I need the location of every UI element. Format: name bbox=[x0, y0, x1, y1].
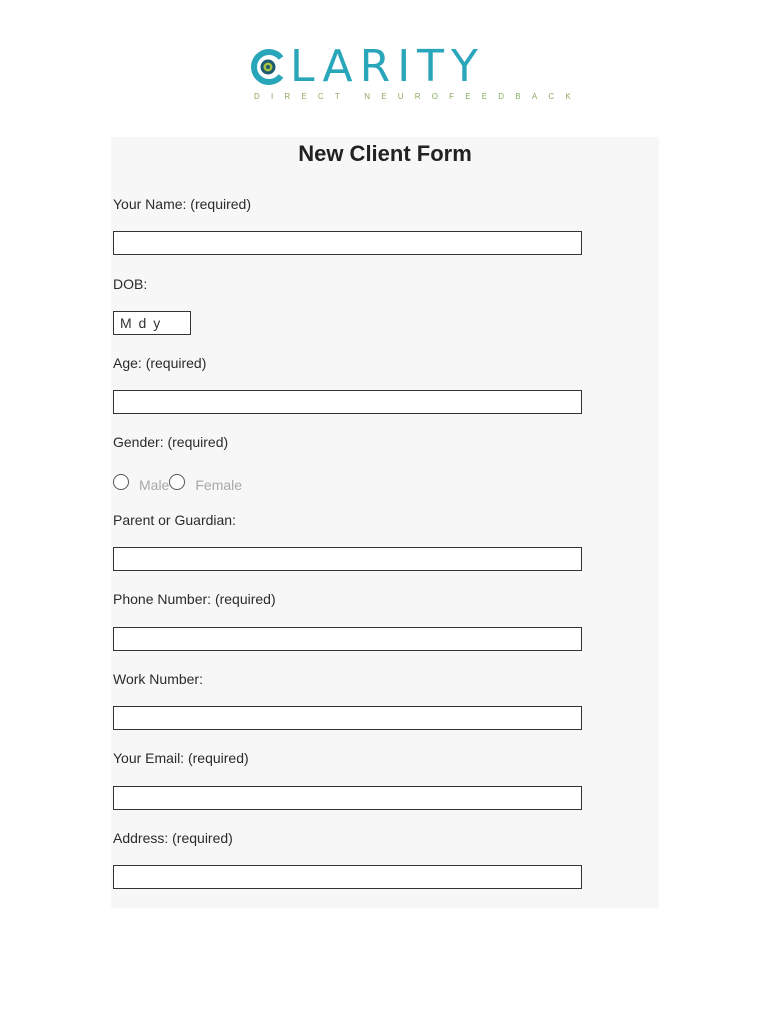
gender-male-radio[interactable] bbox=[113, 474, 129, 490]
email-input[interactable] bbox=[113, 786, 582, 810]
guardian-label: Parent or Guardian: bbox=[113, 512, 236, 528]
logo-tagline: DIRECT NEUROFEEDBACK bbox=[254, 92, 582, 101]
gender-female-label[interactable]: Female bbox=[195, 477, 243, 493]
work-input[interactable] bbox=[113, 706, 582, 730]
guardian-input[interactable] bbox=[113, 547, 582, 571]
clarity-logo bbox=[250, 41, 582, 104]
name-input[interactable] bbox=[113, 231, 582, 255]
age-input[interactable] bbox=[113, 390, 582, 414]
age-label: Age: (required) bbox=[113, 355, 207, 371]
work-label: Work Number: bbox=[113, 671, 203, 687]
phone-label: Phone Number: (required) bbox=[113, 591, 276, 607]
eye-c-icon bbox=[250, 49, 286, 85]
email-label: Your Email: (required) bbox=[113, 750, 249, 766]
form-title: New Client Form bbox=[298, 141, 472, 166]
logo-letters: LARITY bbox=[290, 41, 485, 92]
gender-male-label[interactable]: Male bbox=[139, 477, 170, 493]
phone-input[interactable] bbox=[113, 627, 582, 651]
dob-input[interactable] bbox=[113, 311, 191, 335]
name-label: Your Name: (required) bbox=[113, 196, 251, 212]
gender-female-radio[interactable] bbox=[169, 474, 185, 490]
address-label: Address: (required) bbox=[113, 830, 233, 846]
address-input[interactable] bbox=[113, 865, 582, 889]
gender-label: Gender: (required) bbox=[113, 434, 229, 450]
dob-label: DOB: bbox=[113, 276, 148, 292]
logo-wordmark bbox=[250, 41, 485, 92]
gender-radio-group bbox=[113, 472, 242, 492]
